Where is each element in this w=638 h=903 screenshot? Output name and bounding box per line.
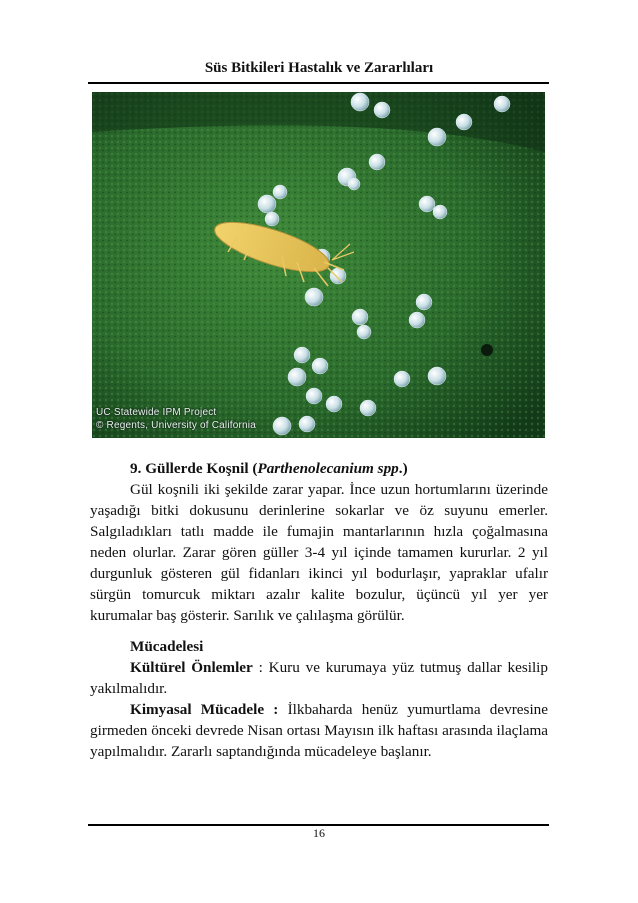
body-text bbox=[90, 458, 548, 762]
section-paragraph: Gül koşnili iki şekilde zarar yapar. İnce uzun hortumlarını üzerinde yaşadığı bitki dokusunu derinlerine sokarlar ve öz suyunu emerler. Salgıladıkları tatlı madde ile fumajin mantarlarının hızla çoğalmasına neden olurlar. Zarar gören güller 3-4 yıl içinde tamamen kururlar. 2 yıl durgunluk gösteren gül fidanları ikinci yıl bodurlaşır, yapraklar ufalır sürgün tomurcuk miktarı azalır kalite bozulur, üçüncü yıl yer yer kurumalar baş gösterir. Sarılık ve çalılaşma görülür. bbox=[90, 481, 548, 624]
photo-credit-line-1: UC Statewide IPM Project bbox=[96, 407, 217, 418]
chemical-label: Kimyasal Mücadele : bbox=[130, 701, 279, 718]
control-heading: Mücadelesi bbox=[130, 638, 204, 655]
page-number: 16 bbox=[313, 826, 325, 840]
chemical-paragraph: Kimyasal Mücadele : İlkbaharda henüz yumurtlama devresine girmeden önceki devrede Nisan ortası Mayısın ilk haftası arasında ilaçlama yapılmalıdır. Zararlı saptandığında mücadeleye başlanır. bbox=[90, 701, 548, 760]
photo-credit-line-2: © Regents, University of California bbox=[96, 420, 256, 431]
section-heading: 9. Güllerde Koşnil (Parthenolecanium spp.) bbox=[130, 460, 408, 477]
leaf-image bbox=[92, 92, 545, 438]
scientific-name: Parthenolecanium spp bbox=[257, 460, 399, 477]
insect-photo bbox=[92, 92, 545, 438]
page-header: Süs Bitkileri Hastalık ve Zararlıları bbox=[204, 60, 434, 76]
cultural-paragraph: Kültürel Önlemler : Kuru ve kurumaya yüz tutmuş dallar kesilip yakılmalıdır. bbox=[90, 659, 548, 697]
header-rule bbox=[88, 82, 549, 84]
cultural-label: Kültürel Önlemler bbox=[130, 659, 253, 676]
